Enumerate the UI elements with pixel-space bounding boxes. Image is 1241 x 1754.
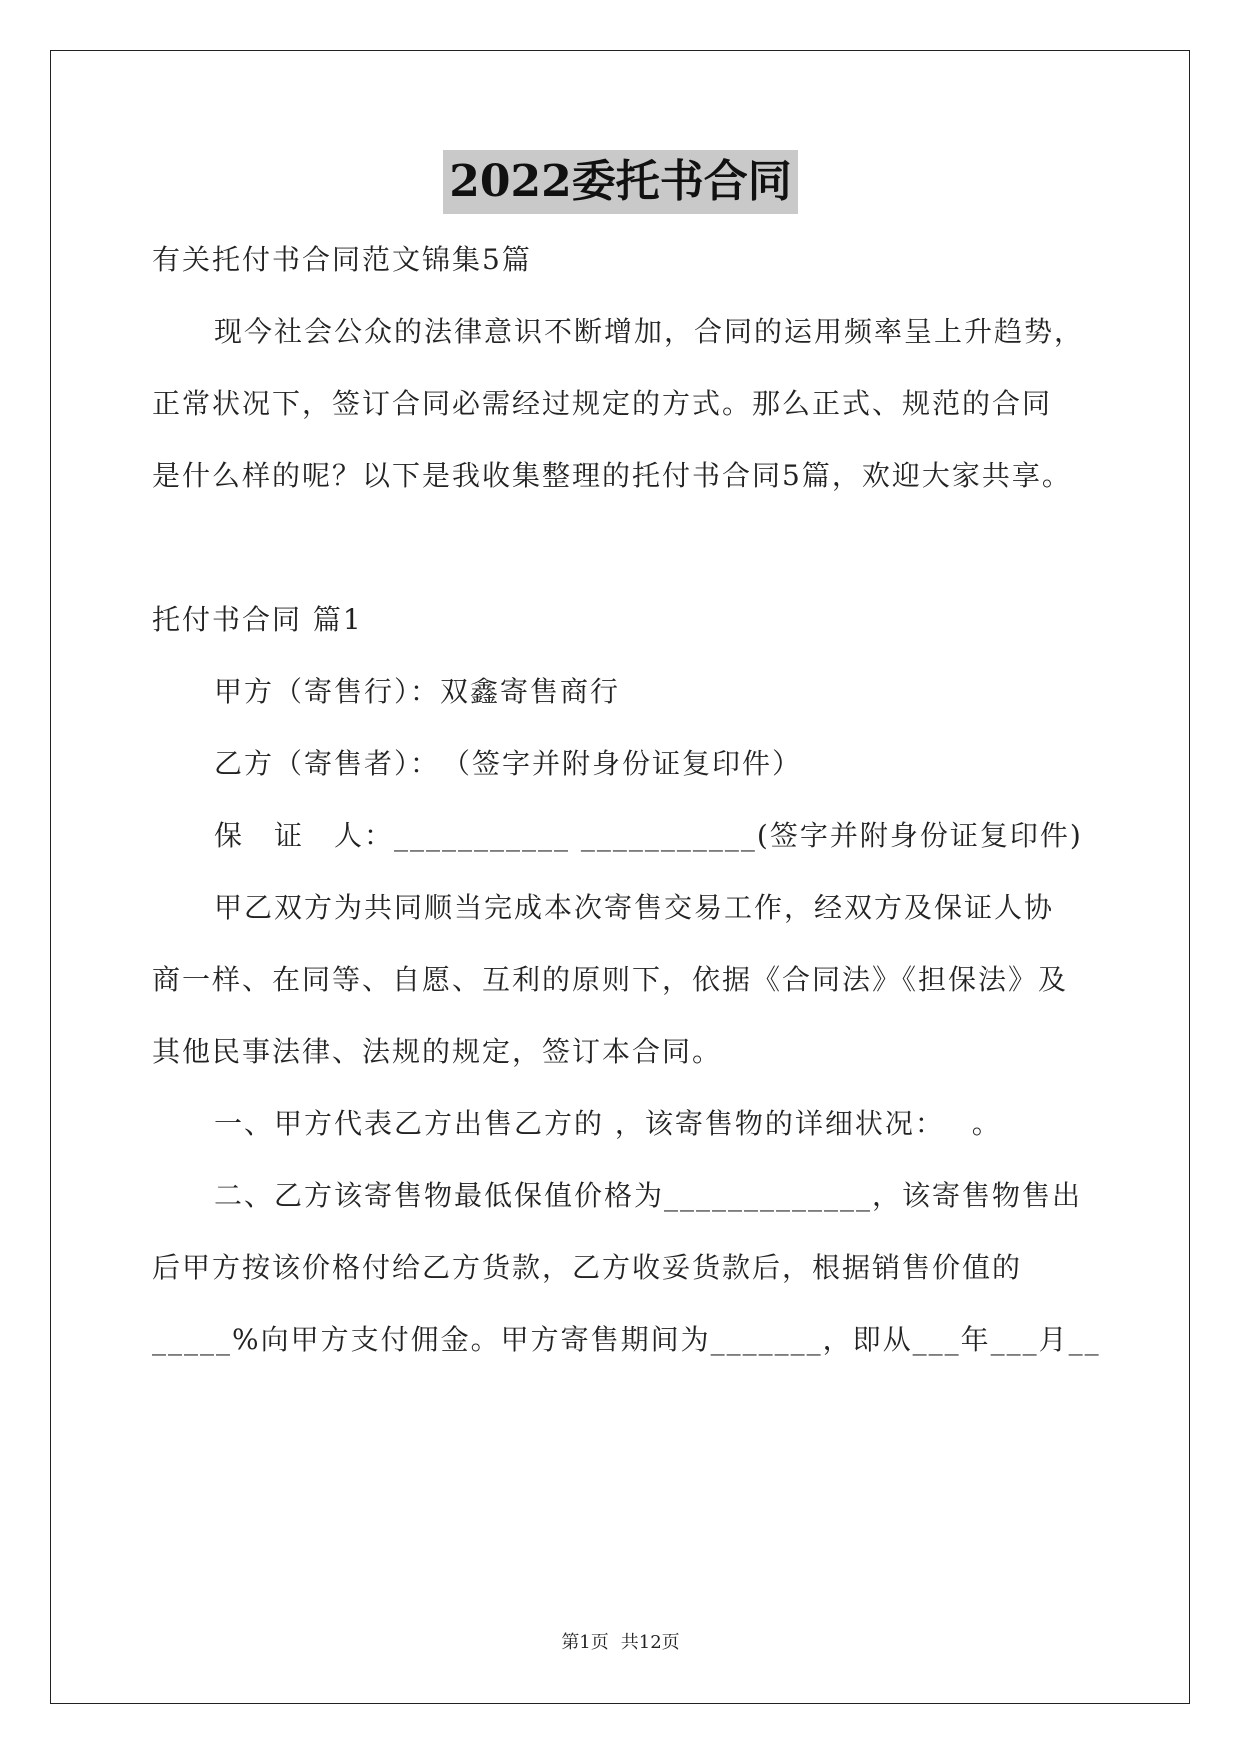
intro-line-3: 是什么样的呢？以下是我收集整理的托付书合同5篇，欢迎大家共享。	[152, 459, 1072, 492]
page-footer	[0, 1628, 1241, 1654]
intro-line-1: 现今社会公众的法律意识不断增加，合同的运用频率呈上升趋势，	[214, 315, 1085, 348]
section-heading: 托付书合同 篇1	[152, 603, 363, 636]
party-b: 乙方（寄售者）： （签字并附身份证复印件）	[214, 747, 803, 780]
clause-2-line-1: 二、乙方该寄售物最低保值价格为_____________，该寄售物售出	[214, 1179, 1083, 1212]
body-line-1: 甲乙双方为共同顺当完成本次寄售交易工作，经双方及保证人协	[214, 891, 1055, 924]
page-border	[50, 50, 1190, 1704]
title-wrap	[0, 150, 1241, 214]
body-line-2: 商一样、在同等、自愿、互利的原则下，依据《合同法》《担保法》及	[152, 963, 1069, 996]
page-total: 共12页	[620, 1632, 680, 1653]
intro-line-2: 正常状况下，签订合同必需经过规定的方式。那么正式、规范的合同	[152, 387, 1053, 420]
page-number: 第1页	[561, 1632, 609, 1653]
subtitle: 有关托付书合同范文锦集5篇	[152, 243, 532, 276]
guarantor: 保 证 人：___________ ___________(签字并附身份证复印件)	[214, 819, 1083, 852]
clause-1: 一、甲方代表乙方出售乙方的 ，该寄售物的详细状况： 。	[214, 1107, 1002, 1140]
clause-2-line-3: _____%向甲方支付佣金。甲方寄售期间为_______，即从___年___月__	[152, 1323, 1101, 1356]
body-line-3: 其他民事法律、法规的规定，签订本合同。	[152, 1035, 723, 1068]
party-a: 甲方（寄售行）：双鑫寄售商行	[214, 675, 621, 708]
clause-2-line-2: 后甲方按该价格付给乙方货款，乙方收妥货款后，根据销售价值的	[152, 1251, 1023, 1284]
document-title: 2022委托书合同	[443, 150, 797, 214]
